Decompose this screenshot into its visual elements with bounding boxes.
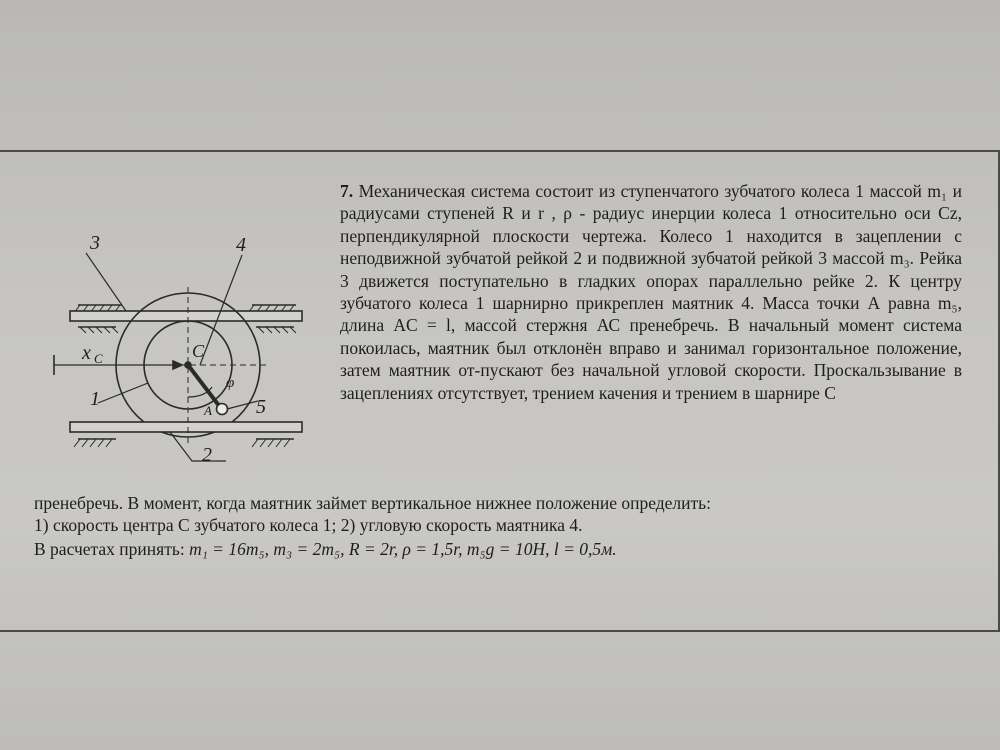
label-rack-2: 2 bbox=[202, 444, 212, 466]
mechanism-figure bbox=[30, 225, 320, 475]
problem-statement bbox=[340, 180, 962, 404]
problem-text: Механическая система состоит из ступенчатого зубчатого колеса 1 массой m₁ и радиусами ступеней R и r , ρ - радиус инерции колеса 1 относительно оси Cz, перпендикулярной плоскости чертежа. Колесо 1 находится в зацеплении с неподвижной зубчатой рейкой 2 и подвижной зубчатой рейкой 3 массой m₃. Рейка 3 движется поступательно в гладких опорах параллельно рейке 2. К центру зубчатого колеса 1 шарнирно прикреплен маятник 4. Масса точки А равна m₅, длина AC = l, массой стержня АС пренебречь. В начальный момент система покоилась, маятник был отклонён вправо и занимал горизонтальное положение, затем маятник от-пускают без начальной угловой скорости. Проскальзывание в зацеплениях отсутствует, трением качения и трением в шарнире С bbox=[340, 181, 962, 403]
label-phi: φ bbox=[226, 375, 235, 391]
label-point-a: A bbox=[204, 403, 212, 418]
label-point-5: 5 bbox=[256, 396, 266, 418]
problem-number: 7. bbox=[340, 181, 354, 201]
given-values-line bbox=[34, 538, 974, 560]
label-xc: x bbox=[82, 342, 91, 364]
label-pendulum-4: 4 bbox=[236, 234, 246, 256]
label-xc-sub: C bbox=[94, 351, 103, 366]
given-values: m₁ = 16m₅, m₃ = 2m₅, R = 2r, ρ = 1,5r, m₅g = 10H, l = 0,5м. bbox=[189, 539, 617, 559]
problem-line-full-1: пренебречь. В момент, когда маятник займет вертикальное нижнее положение определить: bbox=[34, 493, 712, 513]
given-prefix: В расчетах принять: bbox=[34, 539, 190, 559]
label-wheel-1: 1 bbox=[90, 388, 100, 410]
problem-line-full-2: 1) скорость центра С зубчатого колеса 1; 2) угловую скорость маятника 4. bbox=[34, 515, 583, 535]
label-rack-3: 3 bbox=[90, 232, 100, 254]
label-center-c: C bbox=[192, 341, 205, 361]
